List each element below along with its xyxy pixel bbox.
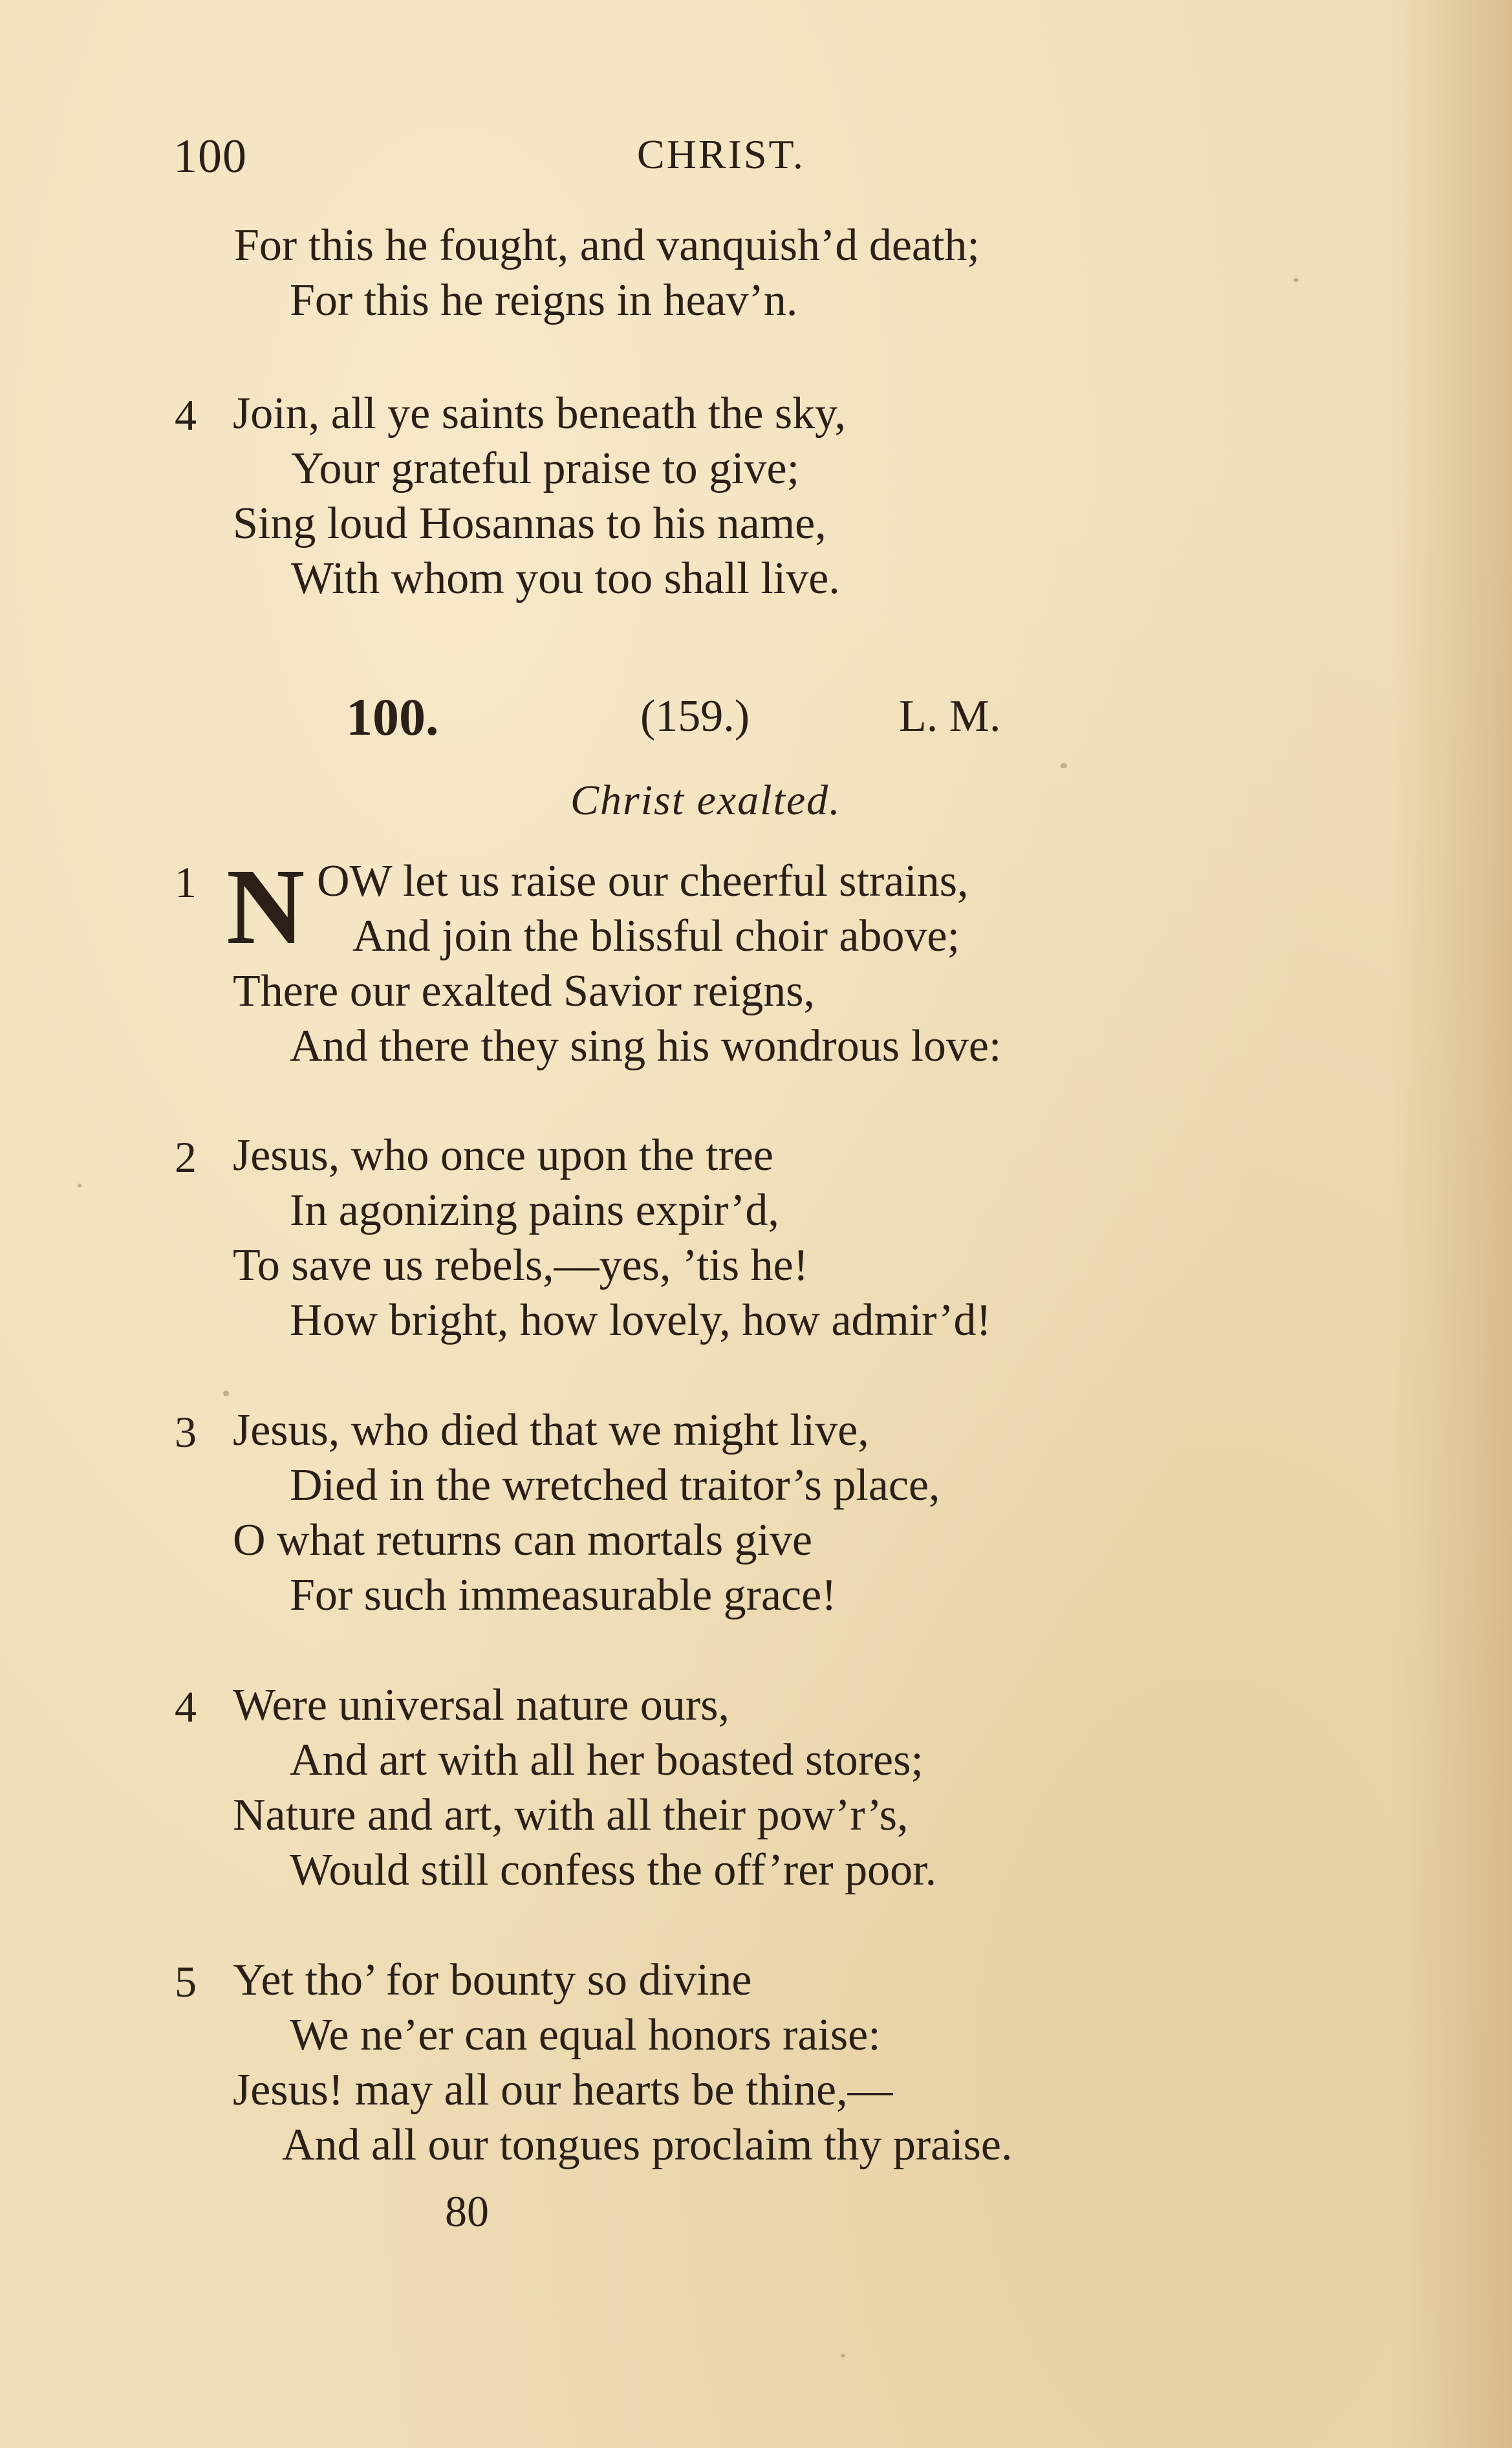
verse-line: Would still confess the off’rer poor.	[290, 1845, 937, 1895]
verse-line: Died in the wretched traitor’s place,	[290, 1460, 940, 1510]
signature-number: 80	[445, 2187, 489, 2236]
running-head	[0, 129, 1512, 188]
hymn-subtitle: Christ exalted.	[570, 777, 841, 824]
verse-line: Jesus! may all our hearts be thine,—	[233, 2065, 893, 2115]
verse-line: And all our tongues proclaim thy praise.	[282, 2120, 1013, 2170]
verse-line: Sing loud Hosannas to his name,	[233, 499, 826, 548]
verse-line: To save us rebels,—yes, ’tis he!	[233, 1240, 809, 1290]
hymn-number: 100.	[346, 688, 439, 746]
verse-line: And there they sing his wondrous love:	[290, 1021, 1002, 1071]
verse-line: Jesus, who died that we might live,	[233, 1405, 869, 1455]
verse-line: And art with all her boasted stores;	[290, 1735, 923, 1785]
drop-cap: N	[226, 847, 305, 967]
verse-line: How bright, how lovely, how admir’d!	[290, 1295, 991, 1345]
verse-line: Jesus, who once upon the tree	[233, 1131, 773, 1180]
verse-line: Yet tho’ for bounty so divine	[233, 1955, 752, 2005]
hymn-header	[0, 687, 1512, 745]
stanza-number: 4	[175, 1682, 197, 1731]
verse-line: For this he fought, and vanquish’d death;	[234, 221, 980, 270]
verse-line: For such immeasurable grace!	[290, 1570, 837, 1620]
verse-line: Were universal nature ours,	[233, 1680, 729, 1730]
verse-line: With whom you too shall live.	[291, 554, 840, 603]
verse-line: In agonizing pains expir’d,	[290, 1186, 779, 1235]
verse-line: There our exalted Savior reigns,	[233, 966, 815, 1016]
paper-speck	[78, 1184, 81, 1187]
paper-speck	[223, 1391, 229, 1396]
stanza-number: 3	[175, 1407, 197, 1457]
paper-speck	[1061, 763, 1067, 768]
hymn-reference: (159.)	[640, 691, 750, 741]
verse-line: And join the blissful choir above;	[352, 911, 960, 961]
verse-line: Nature and art, with all their pow’r’s,	[233, 1790, 909, 1840]
stanza-number: 2	[175, 1132, 197, 1182]
verse-line: We ne’er can equal honors raise:	[290, 2010, 881, 2060]
stanza-number: 5	[175, 1957, 197, 2006]
hymn-meter: L. M.	[899, 691, 1001, 741]
verse-line: O what returns can mortals give	[233, 1515, 813, 1565]
verse-line: For this he reigns in heav’n.	[290, 276, 798, 325]
stanza-number: 1	[175, 858, 197, 907]
paper-speck	[841, 2354, 845, 2357]
verse-line: Join, all ye saints beneath the sky,	[233, 389, 847, 439]
paper-speck	[1293, 278, 1299, 282]
verse-line: OW let us raise our cheerful strains,	[317, 856, 969, 906]
verse-line: Your grateful praise to give;	[291, 444, 800, 493]
stanza-number: 4	[175, 391, 197, 440]
page-number: 100	[173, 130, 247, 183]
section-title: CHRIST.	[637, 131, 805, 177]
